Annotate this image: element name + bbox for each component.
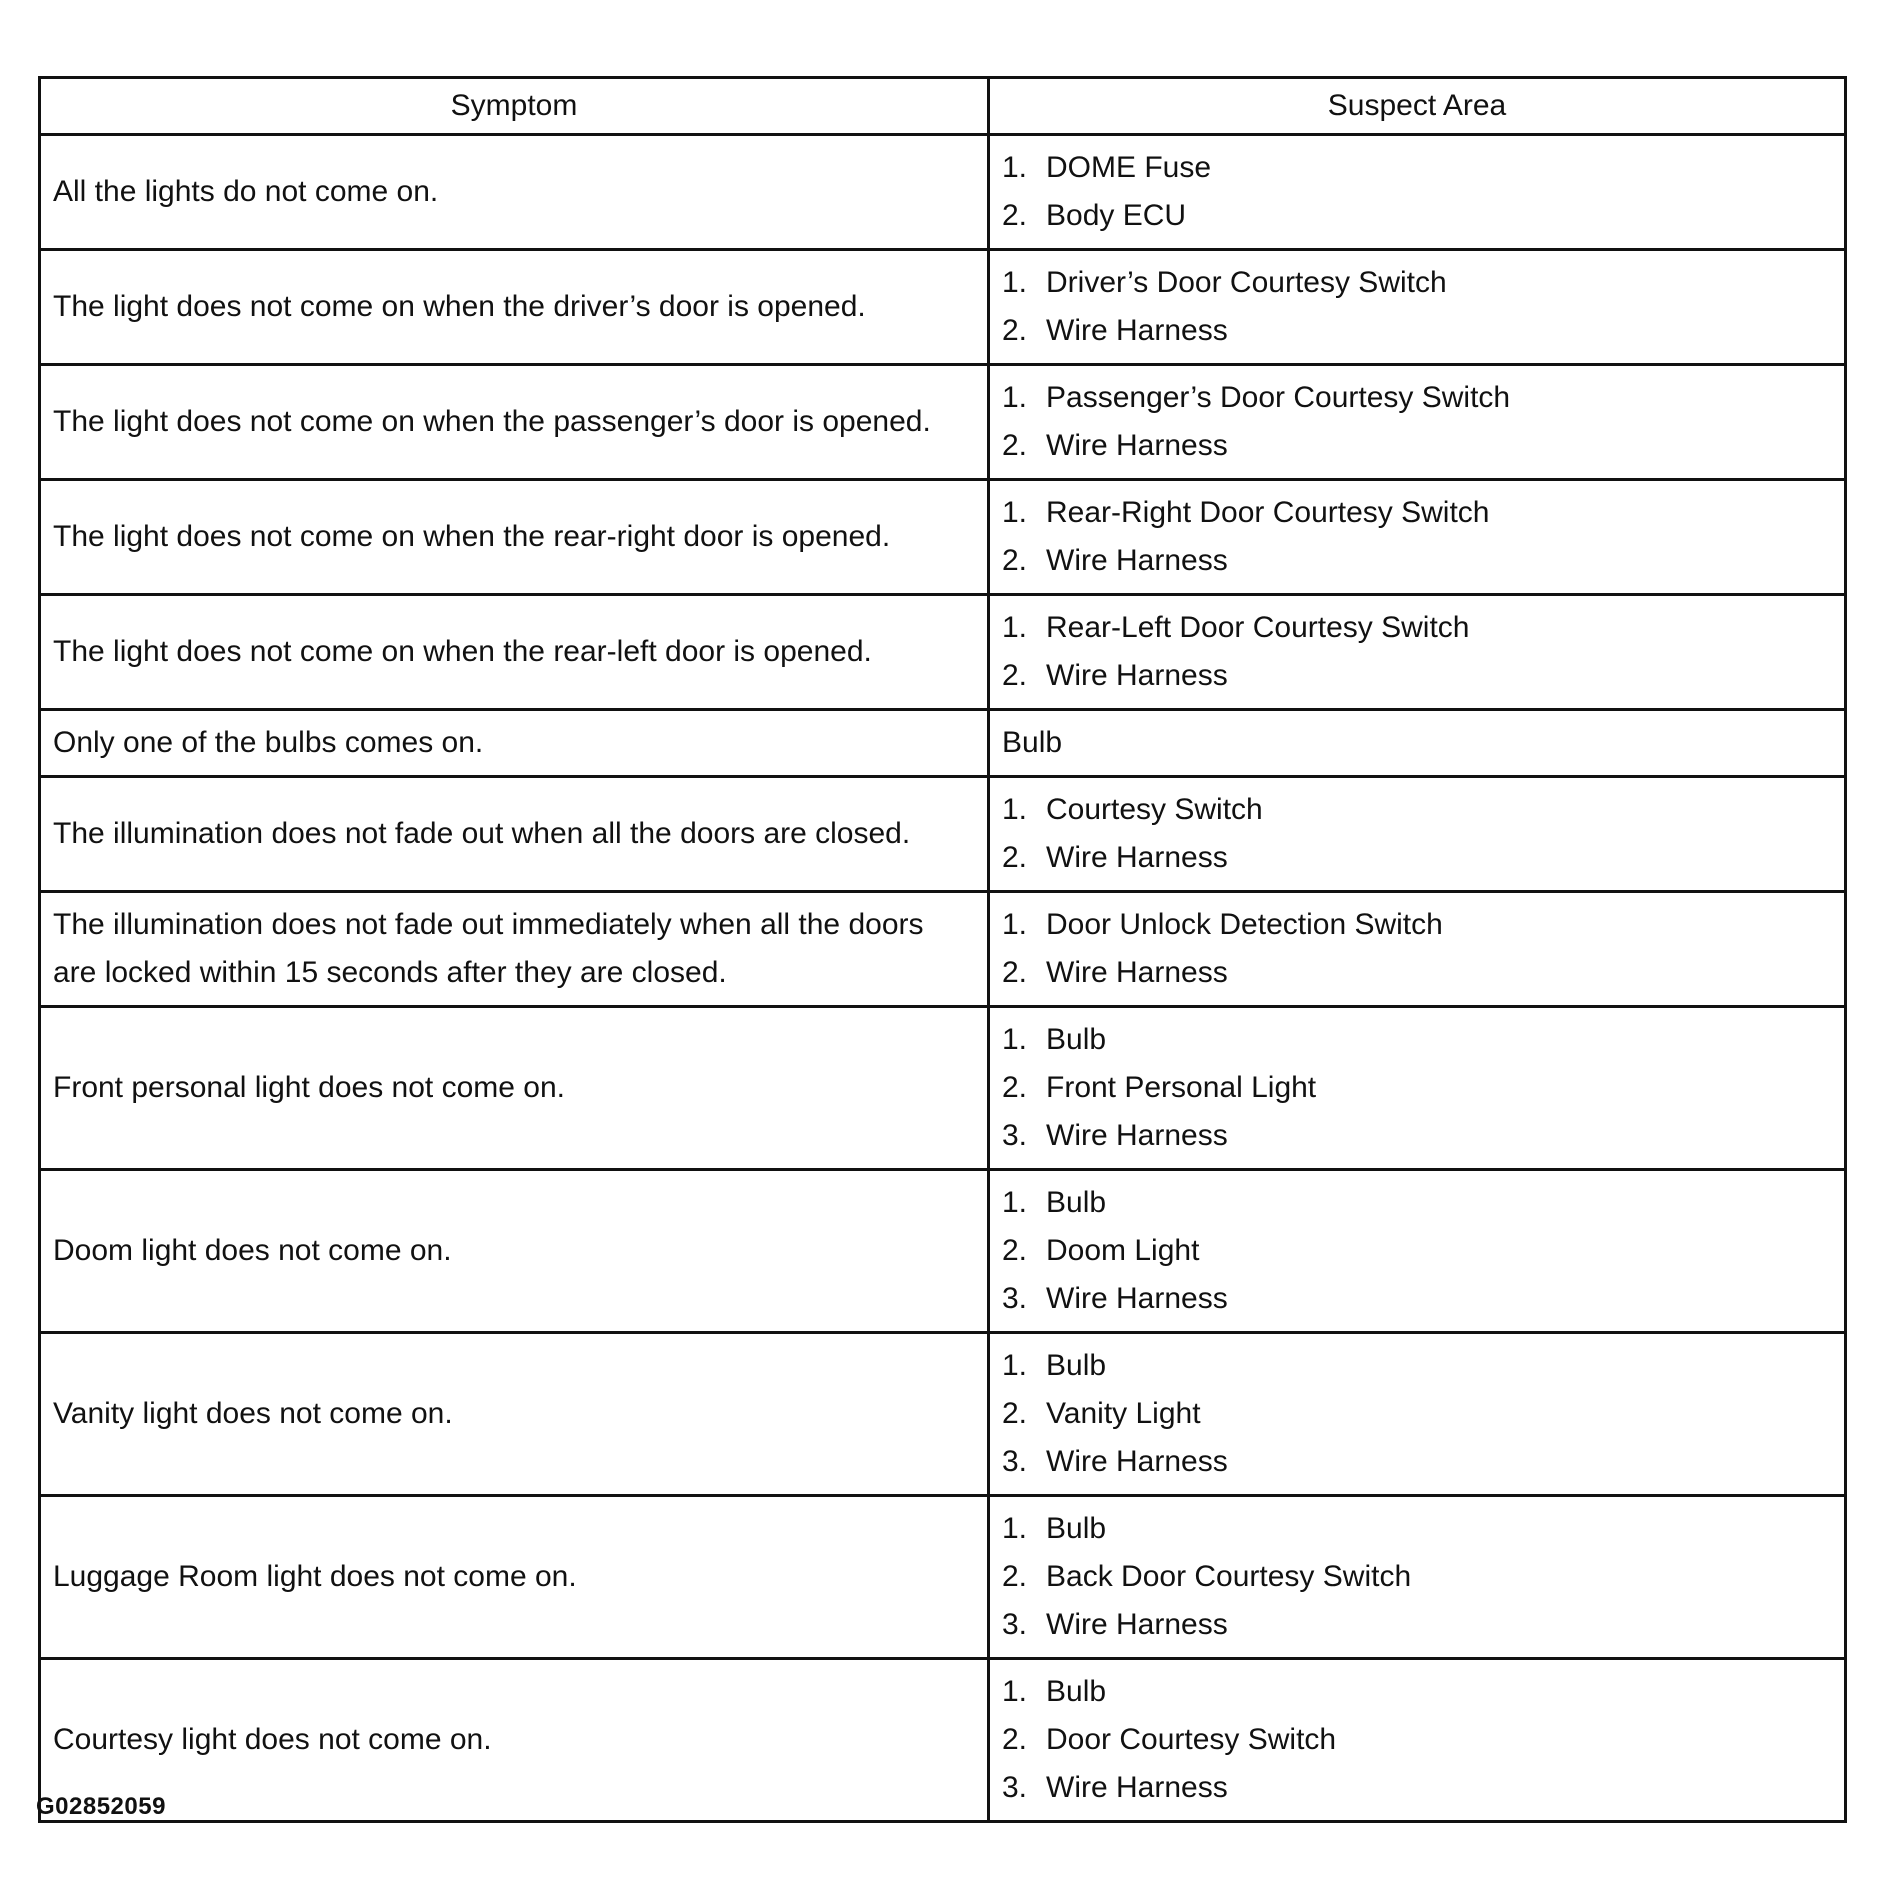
suspect-area-number: 1. — [1002, 1512, 1028, 1545]
suspect-area-cell — [989, 365, 1846, 480]
suspect-area-text: Wire Harness — [1046, 841, 1228, 874]
suspect-area-cell — [989, 892, 1846, 1007]
suspect-area-text: Bulb — [1046, 1675, 1107, 1708]
symptom-cell: The illumination does not fade out when all the doors are closed. — [40, 777, 989, 892]
suspect-area-number: 1. — [1002, 908, 1028, 941]
suspect-area-list — [1002, 144, 1832, 240]
suspect-area-number: 1. — [1002, 496, 1028, 529]
suspect-area-number: 2. — [1002, 1397, 1028, 1430]
suspect-area-item — [1002, 307, 1832, 355]
suspect-area-item — [1002, 1601, 1832, 1649]
suspect-area-item — [1002, 374, 1832, 422]
suspect-area-item — [1002, 1438, 1832, 1486]
suspect-area-number: 2. — [1002, 314, 1028, 347]
suspect-area-list — [1002, 374, 1832, 470]
suspect-area-number: 1. — [1002, 1186, 1028, 1219]
symptom-cell: Front personal light does not come on. — [40, 1007, 989, 1170]
symptom-cell: Luggage Room light does not come on. — [40, 1496, 989, 1659]
suspect-area-cell — [989, 777, 1846, 892]
suspect-area-text: DOME Fuse — [1046, 151, 1212, 184]
suspect-area-item — [1002, 786, 1832, 834]
suspect-area-number: 3. — [1002, 1282, 1028, 1315]
suspect-area-list — [1002, 901, 1832, 997]
suspect-area-text: Bulb — [1046, 1023, 1107, 1056]
symptom-cell: Doom light does not come on. — [40, 1170, 989, 1333]
table-row — [40, 777, 1846, 892]
table-row — [40, 1170, 1846, 1333]
suspect-area-number: 2. — [1002, 544, 1028, 577]
suspect-area-item — [1002, 1668, 1832, 1716]
suspect-area-number: 3. — [1002, 1119, 1028, 1152]
suspect-area-number: 2. — [1002, 429, 1028, 462]
suspect-area-cell — [989, 1659, 1846, 1822]
suspect-area-text: Driver’s Door Courtesy Switch — [1046, 266, 1447, 299]
suspect-area-number: 2. — [1002, 199, 1028, 232]
suspect-area-text: Doom Light — [1046, 1234, 1200, 1267]
suspect-area-text: Wire Harness — [1046, 544, 1228, 577]
suspect-area-text: Wire Harness — [1046, 1282, 1228, 1315]
suspect-area-item — [1002, 422, 1832, 470]
suspect-area-text: Bulb — [1046, 1512, 1107, 1545]
suspect-area-number: 3. — [1002, 1771, 1028, 1804]
suspect-area-cell — [989, 1170, 1846, 1333]
document — [38, 76, 1844, 1823]
suspect-area-number: 2. — [1002, 841, 1028, 874]
symptom-cell: The light does not come on when the passenger’s door is opened. — [40, 365, 989, 480]
table-row — [40, 710, 1846, 777]
suspect-area-item — [1002, 1716, 1832, 1764]
suspect-area-number: 2. — [1002, 956, 1028, 989]
suspect-area-cell — [989, 1333, 1846, 1496]
suspect-area-list — [1002, 1179, 1832, 1323]
symptom-cell: Only one of the bulbs comes on. — [40, 710, 989, 777]
suspect-area-item — [1002, 192, 1832, 240]
figure-code: G02852059 — [36, 1793, 166, 1820]
suspect-area-number: 1. — [1002, 151, 1028, 184]
suspect-area-item — [1002, 1505, 1832, 1553]
symptom-cell: Courtesy light does not come on. — [40, 1659, 989, 1822]
suspect-area-list — [1002, 259, 1832, 355]
symptom-cell: The illumination does not fade out immediately when all the doors are locked within 15 seconds after they are closed. — [40, 892, 989, 1007]
suspect-area-number: 2. — [1002, 1723, 1028, 1756]
column-header-symptom: Symptom — [40, 78, 989, 135]
symptom-table — [38, 76, 1847, 1823]
table-row — [40, 1659, 1846, 1822]
table-row — [40, 365, 1846, 480]
suspect-area-text: Door Unlock Detection Switch — [1046, 908, 1443, 941]
suspect-area-list — [1002, 1505, 1832, 1649]
suspect-area-list — [1002, 786, 1832, 882]
suspect-area-item — [1002, 834, 1832, 882]
suspect-area-item — [1002, 537, 1832, 585]
suspect-area-item — [1002, 1553, 1832, 1601]
suspect-area-list — [1002, 604, 1832, 700]
suspect-area-text: Passenger’s Door Courtesy Switch — [1046, 381, 1511, 414]
suspect-area-list — [1002, 1668, 1832, 1812]
suspect-area-cell — [989, 1496, 1846, 1659]
suspect-area-text: Rear-Right Door Courtesy Switch — [1046, 496, 1490, 529]
suspect-area-text: Bulb — [1046, 1186, 1107, 1219]
suspect-area-text: Wire Harness — [1046, 1445, 1228, 1478]
suspect-area-number: 1. — [1002, 611, 1028, 644]
suspect-area-item — [1002, 1275, 1832, 1323]
symptom-cell: The light does not come on when the driver’s door is opened. — [40, 250, 989, 365]
suspect-area-list — [1002, 489, 1832, 585]
suspect-area-text: Front Personal Light — [1046, 1071, 1317, 1104]
suspect-area-text: Rear-Left Door Courtesy Switch — [1046, 611, 1470, 644]
suspect-area-cell — [989, 1007, 1846, 1170]
suspect-area-item — [1002, 901, 1832, 949]
symptom-cell: All the lights do not come on. — [40, 135, 989, 250]
suspect-area-item — [1002, 1179, 1832, 1227]
symptom-cell: The light does not come on when the rear-right door is opened. — [40, 480, 989, 595]
table-row — [40, 1496, 1846, 1659]
suspect-area-text: Bulb — [1046, 1349, 1107, 1382]
table-row — [40, 250, 1846, 365]
suspect-area-item — [1002, 1016, 1832, 1064]
symptom-cell: Vanity light does not come on. — [40, 1333, 989, 1496]
suspect-area-cell — [989, 250, 1846, 365]
suspect-area-text: Wire Harness — [1046, 659, 1228, 692]
suspect-area-text: Vanity Light — [1046, 1397, 1201, 1430]
suspect-area-text: Courtesy Switch — [1046, 793, 1263, 826]
suspect-area-number: 1. — [1002, 1023, 1028, 1056]
suspect-area-cell — [989, 135, 1846, 250]
table-row — [40, 1333, 1846, 1496]
suspect-area-text: Wire Harness — [1046, 1608, 1228, 1641]
suspect-area-item — [1002, 1064, 1832, 1112]
suspect-area-text: Wire Harness — [1046, 956, 1228, 989]
suspect-area-number: 1. — [1002, 1675, 1028, 1708]
suspect-area-text: Wire Harness — [1046, 1771, 1228, 1804]
suspect-area-item — [1002, 259, 1832, 307]
table-row — [40, 595, 1846, 710]
suspect-area-text: Back Door Courtesy Switch — [1046, 1560, 1412, 1593]
suspect-area-cell — [989, 710, 1846, 777]
suspect-area-text: Door Courtesy Switch — [1046, 1723, 1337, 1756]
table-row — [40, 1007, 1846, 1170]
suspect-area-text: Body ECU — [1046, 199, 1187, 232]
suspect-area-cell — [989, 480, 1846, 595]
suspect-area-number: 1. — [1002, 381, 1028, 414]
suspect-area-text: Wire Harness — [1046, 1119, 1228, 1152]
table-row — [40, 480, 1846, 595]
suspect-area-number: 2. — [1002, 1234, 1028, 1267]
suspect-area-item — [1002, 1764, 1832, 1812]
suspect-area-item — [1002, 489, 1832, 537]
suspect-area-text: Wire Harness — [1046, 314, 1228, 347]
column-header-suspect-area: Suspect Area — [989, 78, 1846, 135]
suspect-area-item — [1002, 144, 1832, 192]
suspect-area-number: 1. — [1002, 793, 1028, 826]
suspect-area-number: 2. — [1002, 659, 1028, 692]
table-header-row — [40, 78, 1846, 135]
suspect-area-cell — [989, 595, 1846, 710]
suspect-area-number: 1. — [1002, 266, 1028, 299]
suspect-area-item — [1002, 1227, 1832, 1275]
suspect-area-number: 1. — [1002, 1349, 1028, 1382]
suspect-area-text: Wire Harness — [1046, 429, 1228, 462]
suspect-area-list — [1002, 1342, 1832, 1486]
suspect-area-number: 3. — [1002, 1445, 1028, 1478]
suspect-area-item — [1002, 1342, 1832, 1390]
table-row — [40, 892, 1846, 1007]
symptom-cell: The light does not come on when the rear-left door is opened. — [40, 595, 989, 710]
suspect-area-item — [1002, 1390, 1832, 1438]
suspect-area-item — [1002, 1112, 1832, 1160]
suspect-area-item — [1002, 652, 1832, 700]
table-row — [40, 135, 1846, 250]
suspect-area-item — [1002, 949, 1832, 997]
suspect-area-item — [1002, 604, 1832, 652]
table-body — [40, 135, 1846, 1822]
suspect-area-text: Bulb — [1002, 726, 1063, 759]
suspect-area-list — [1002, 1016, 1832, 1160]
suspect-area-number: 2. — [1002, 1560, 1028, 1593]
suspect-area-number: 2. — [1002, 1071, 1028, 1104]
suspect-area-number: 3. — [1002, 1608, 1028, 1641]
